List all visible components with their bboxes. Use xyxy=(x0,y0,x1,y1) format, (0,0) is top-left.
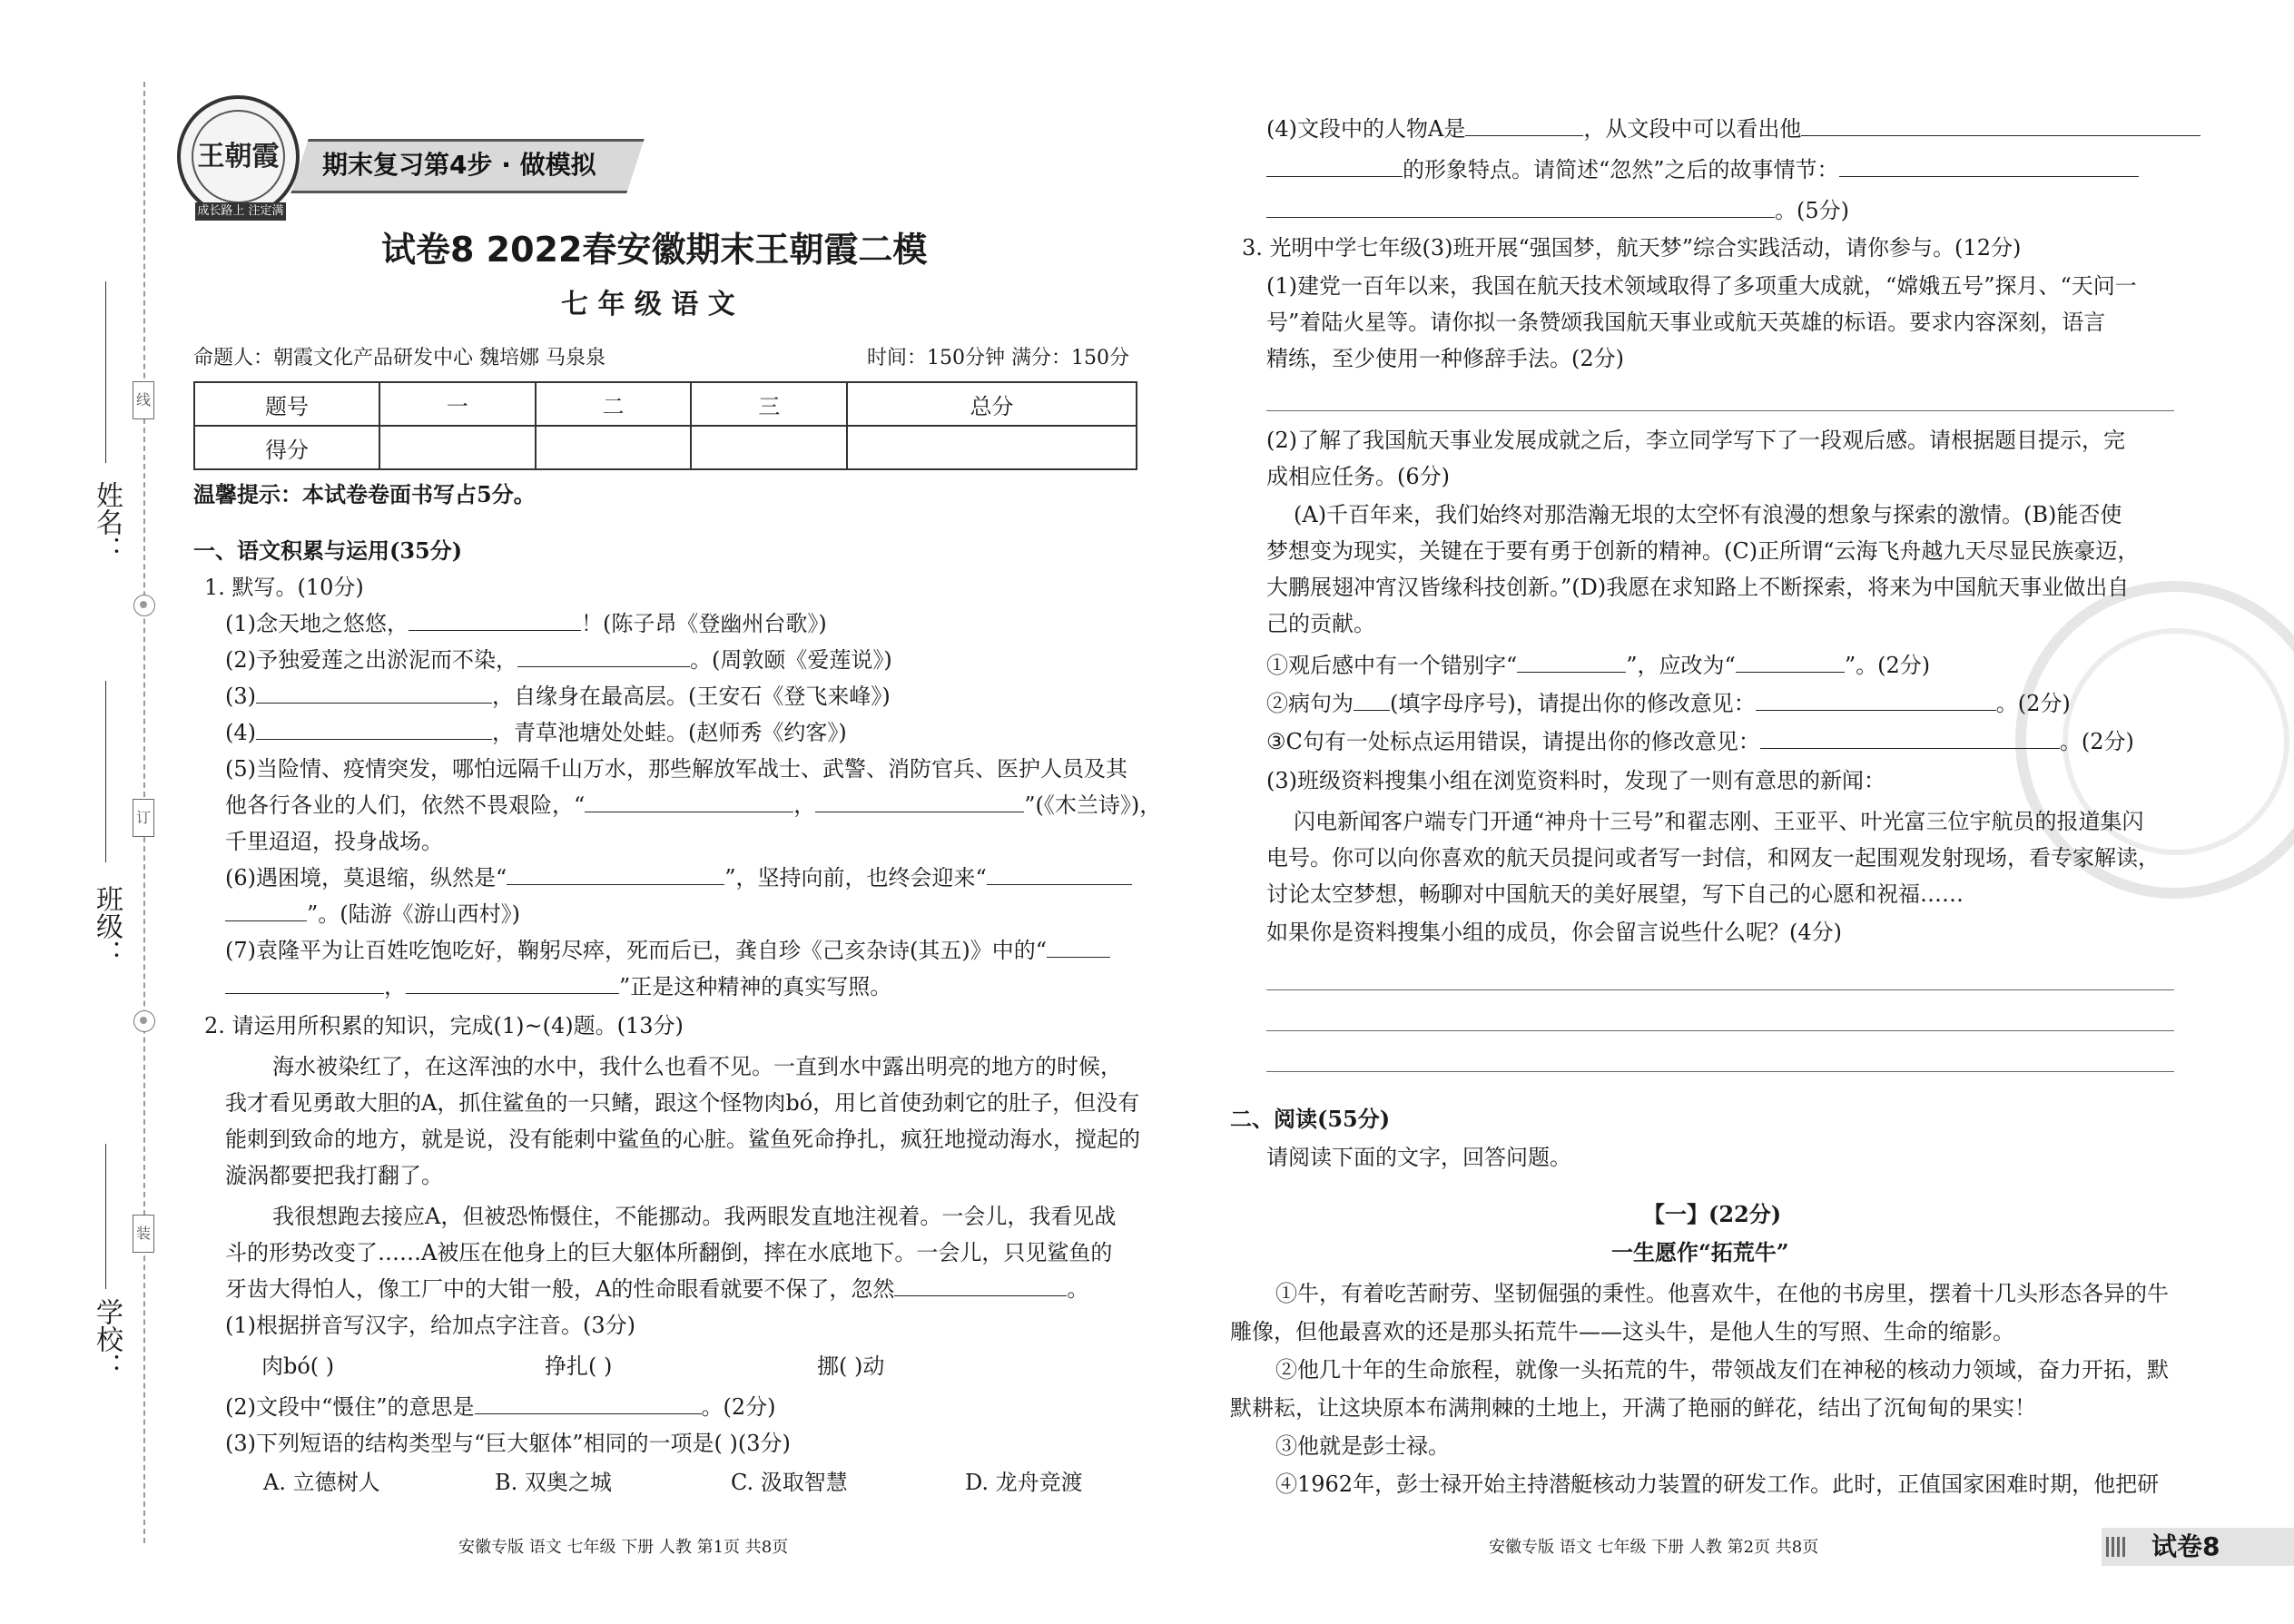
answer-blank[interactable] xyxy=(507,864,724,885)
answer-blank[interactable] xyxy=(256,683,492,704)
q1-line-1: (1)念天地之悠悠， ！(陈子昂《登幽州台歌》) xyxy=(225,611,827,636)
passage-line: 我才看见勇敢大胆的A，抓住鲨鱼的一只鳍，跟这个怪物肉bó，用匕首使劲刺它的肚子，但没有 xyxy=(225,1090,1140,1116)
reflection-line: (A)千百年来，我们始终对那浩瀚无垠的太空怀有浪漫的想象与探索的激情。(B)能否使 xyxy=(1294,502,2122,527)
exam-subject: 七 年 级 语 文 xyxy=(561,289,735,320)
news-line: 闪电新闻客户端专门开通“神舟十三号”和翟志刚、王亚平、叶光富三位宇航员的报道集闪 xyxy=(1294,809,2144,834)
article-title: 一生愿作“拓荒牛” xyxy=(1611,1239,1789,1265)
q1-line-6: (6)遇困境，莫退缩，纵然是“ ”，坚持向前，也终会迎来“ xyxy=(225,864,1132,891)
q1-line-5b: 他各行各业的人们，依然不畏艰险，“ ， ”(《木兰诗》)， xyxy=(225,792,1162,818)
q3-sub-3: (3)班级资料搜集小组在浏览资料时，发现了一则有意思的新闻： xyxy=(1266,768,1885,793)
task-1: ①观后感中有一个错别字“ ”，应改为“ ”。(2分) xyxy=(1266,653,1931,678)
school-label: 学校： xyxy=(91,1298,123,1380)
question-1: 1. 默写。(10分) xyxy=(204,575,364,600)
score-cell: 二 xyxy=(536,382,692,426)
q2-sub-1: (1)根据拼音写汉字，给加点字注音。(3分) xyxy=(225,1313,635,1338)
name-blank[interactable] xyxy=(105,281,106,463)
answer-blank[interactable] xyxy=(1760,728,2060,749)
article-line: ④1962年，彭士禄开始主持潜艇核动力装置的研发工作。此时，正值国家困难时期，他把研 xyxy=(1275,1471,2160,1497)
passage-line: 海水被染红了，在这浑浊的水中，我什么也看不见。一直到水中露出明亮的地方的时候， xyxy=(272,1054,1122,1079)
article-line: ①牛，有着吃苦耐劳、坚韧倔强的秉性。他喜欢牛，在他的书房里，摆着十几头形态各异的牛 xyxy=(1275,1281,2169,1306)
score-input-cell[interactable] xyxy=(691,426,847,469)
answer-blank[interactable] xyxy=(987,864,1132,885)
score-cell: 总分 xyxy=(847,382,1137,426)
question-2: 2. 请运用所积累的知识，完成(1)~(4)题。(13分) xyxy=(204,1013,684,1038)
score-table-score-row xyxy=(194,426,1137,469)
pinyin-item[interactable]: 挣扎( ) xyxy=(545,1353,613,1379)
section-2-title: 二、阅读(55分) xyxy=(1230,1106,1391,1132)
answer-blank[interactable] xyxy=(1266,197,1775,218)
passage-line: 漩涡都要把我打翻了。 xyxy=(225,1163,443,1188)
q2-sub-4-line-1: (4)文段中的人物A是 ，从文段中可以看出他 xyxy=(1266,115,2200,143)
answer-line[interactable] xyxy=(1266,1030,2174,1031)
score-input-cell[interactable] xyxy=(379,426,536,469)
answer-line[interactable] xyxy=(1266,989,2174,990)
q1-line-7: (7)袁隆平为让百姓吃饱吃好，鞠躬尽瘁，死而后已，龚自珍《己亥杂诗(其五)》中的“ xyxy=(225,937,1110,964)
answer-blank[interactable] xyxy=(1354,690,1390,711)
answer-blank[interactable] xyxy=(1517,652,1626,673)
pinyin-item[interactable]: 挪( )动 xyxy=(817,1353,885,1379)
q1-line-6b: ”。(陆游《游山西村》) xyxy=(225,901,520,928)
article-line: 雕像，但他最喜欢的还是那头拓荒牛——这头牛，是他人生的写照、生命的缩影。 xyxy=(1230,1319,2014,1344)
score-table xyxy=(193,381,1137,470)
passage-line: 牙齿大得怕人，像工厂中的大钳一般，A的性命眼看就要不保了，忽然 。 xyxy=(225,1276,1089,1302)
score-cell: 得分 xyxy=(194,426,379,469)
class-blank[interactable] xyxy=(105,681,106,862)
brand-logo-text: 王朝霞 xyxy=(192,110,285,203)
page-1-footer: 安徽专版 语文 七年级 下册 人教 第1页 共8页 xyxy=(458,1538,789,1557)
q3-sub-1: 精练，至少使用一种修辞手法。(2分) xyxy=(1266,346,1624,371)
score-table-header-row xyxy=(194,382,1137,426)
exam-authors: 命题人：朝霞文化产品研发中心 魏培娜 马泉泉 xyxy=(193,347,605,369)
passage-line: 斗的形势改变了……A被压在他身上的巨大躯体所翻倒，摔在水底地下。一会儿，只见鲨鱼的 xyxy=(225,1240,1113,1265)
q3-sub-2: (2)了解了我国航天事业发展成就之后，李立同学写下了一段观后感。请根据题目提示，完 xyxy=(1266,428,2125,453)
answer-blank[interactable] xyxy=(815,792,1024,812)
answer-blank[interactable] xyxy=(225,973,384,994)
pinyin-item[interactable]: 肉bó( ) xyxy=(261,1353,335,1379)
answer-blank[interactable] xyxy=(1736,652,1845,673)
tip-text: 温馨提示：本试卷卷面书写占5分。 xyxy=(193,481,536,507)
step-banner-text: 期末复习第4步 · 做模拟 xyxy=(322,150,596,180)
score-cell: 三 xyxy=(691,382,847,426)
answer-blank[interactable] xyxy=(517,646,690,667)
page-2-footer: 安徽专版 语文 七年级 下册 人教 第2页 共8页 xyxy=(1489,1538,1819,1557)
binding-hole-icon xyxy=(133,1010,155,1032)
q3-sub-3-prompt: 如果你是资料搜集小组的成员，你会留言说些什么呢？(4分) xyxy=(1266,920,1842,945)
section-1-title: 一、语文积累与运用(35分) xyxy=(193,537,463,564)
question-3: 3. 光明中学七年级(3)班开展“强国梦，航天梦”综合实践活动，请你参与。(12分) xyxy=(1242,235,2022,261)
answer-blank[interactable] xyxy=(1839,156,2139,177)
article-line: ②他几十年的生命旅程，就像一头拓荒的牛，带领战友们在神秘的核动力领域，奋力开拓，默 xyxy=(1275,1357,2169,1383)
answer-blank[interactable] xyxy=(1465,115,1583,136)
option-c[interactable]: C. 汲取智慧 xyxy=(731,1470,848,1495)
option-a[interactable]: A. 立德树人 xyxy=(263,1470,380,1495)
cut-mark-ding: 订 xyxy=(133,799,154,837)
passage-line: 我很想跑去接应A，但被恐怖慑住，不能挪动。我两眼发直地注视着。一会儿，我看见战 xyxy=(272,1204,1117,1229)
binding-hole-icon xyxy=(133,595,155,616)
q2-sub-4-line-3: 。(5分) xyxy=(1266,197,1849,224)
cut-mark-zhuang: 装 xyxy=(133,1215,154,1253)
answer-blank[interactable] xyxy=(1047,937,1110,958)
tag-stripes-icon xyxy=(2106,1537,2128,1557)
option-b[interactable]: B. 双奥之城 xyxy=(495,1470,612,1495)
article-line: ③他就是彭士禄。 xyxy=(1275,1433,1450,1459)
name-label: 姓名： xyxy=(91,481,123,563)
q2-sub-3: (3)下列短语的结构类型与“巨大躯体”相同的一项是( )(3分) xyxy=(225,1431,791,1456)
answer-blank[interactable] xyxy=(1801,115,2200,136)
answer-blank[interactable] xyxy=(1756,690,1996,711)
class-label: 班级： xyxy=(91,885,123,967)
exam-time: 时间：150分钟 满分：150分 xyxy=(867,347,1129,369)
task-2: ②病句为 (填字母序号)，请提出你的修改意见： 。(2分) xyxy=(1266,691,2071,716)
part-1-heading: 【一】(22分) xyxy=(1643,1201,1782,1227)
brand-logo xyxy=(177,95,300,218)
q1-line-4: (4) ，青草池塘处处蛙。(赵师秀《约客》) xyxy=(225,720,847,745)
news-line: 电号。你可以向你喜欢的航天员提问或者写一封信，和网友一起围观发射现场，看专家解读， xyxy=(1266,845,2160,871)
q3-sub-2: 成相应任务。(6分) xyxy=(1266,464,1450,489)
exam-title: 试卷8 2022春安徽期末王朝霞二模 xyxy=(381,230,928,270)
answer-blank[interactable] xyxy=(406,973,619,994)
cut-mark-xian: 线 xyxy=(133,381,154,419)
q2-sub-4-line-2: 的形象特点。请简述“忽然”之后的故事情节： xyxy=(1266,156,2139,183)
reflection-line: 梦想变为现实，关键在于要有勇于创新的精神。(C)正所谓“云海飞舟越九天尽显民族豪迈， xyxy=(1266,538,2140,564)
news-line: 讨论太空梦想，畅聊对中国航天的美好展望，写下自己的心愿和祝福…… xyxy=(1266,881,1964,907)
q1-line-2: (2)予独爱莲之出淤泥而不染， 。(周敦颐《爱莲说》) xyxy=(225,647,892,673)
section-2-instruction: 请阅读下面的文字，回答问题。 xyxy=(1266,1145,1571,1170)
option-d[interactable]: D. 龙舟竞渡 xyxy=(965,1470,1083,1495)
q1-line-5a: (5)当险情、疫情突发，哪怕远隔千山万水，那些解放军战士、武警、消防官兵、医护人员及其 xyxy=(225,756,1127,782)
answer-line[interactable] xyxy=(1266,1071,2174,1072)
task-3: ③C句有一处标点运用错误，请提出你的修改意见： 。(2分) xyxy=(1266,729,2134,754)
logo-ribbon: 成长路上 注定满天 xyxy=(195,202,286,221)
article-line: 默耕耘，让这块原本布满荆棘的土地上，开满了艳丽的鲜花，结出了沉甸甸的果实！ xyxy=(1230,1395,2036,1421)
score-input-cell[interactable] xyxy=(536,426,692,469)
q3-sub-1: 号”着陆火星等。请你拟一条赞颂我国航天事业或航天英雄的标语。要求内容深刻，语言 xyxy=(1266,310,2106,335)
q3-sub-1: (1)建党一百年以来，我国在航天技术领域取得了多项重大成就，“嫦娥五号”探月、“天问一 xyxy=(1266,273,2137,299)
reflection-line: 己的贡献。 xyxy=(1266,611,1375,636)
score-cell: 题号 xyxy=(194,382,379,426)
answer-blank[interactable] xyxy=(409,610,581,631)
school-blank[interactable] xyxy=(105,1144,106,1289)
answer-blank[interactable] xyxy=(894,1275,1067,1296)
answer-blank[interactable] xyxy=(1266,156,1403,177)
answer-blank[interactable] xyxy=(585,792,793,812)
score-cell: 一 xyxy=(379,382,536,426)
score-input-cell[interactable] xyxy=(847,426,1137,469)
paper-tag: 试卷8 xyxy=(2151,1531,2220,1561)
answer-line[interactable] xyxy=(1266,410,2174,411)
answer-blank[interactable] xyxy=(225,901,307,921)
q1-line-7b: ， ”正是这种精神的真实写照。 xyxy=(225,973,891,1000)
reflection-line: 大鹏展翅冲宵汉皆缘科技创新。”(D)我愿在求知路上不断探索，将来为中国航天事业做出自 xyxy=(1266,575,2130,600)
answer-blank[interactable] xyxy=(475,1393,702,1414)
passage-line: 能刺到致命的地方，就是说，没有能刺中鲨鱼的心脏。鲨鱼死命挣扎，疯狂地搅动海水，搅起的 xyxy=(225,1127,1140,1152)
q1-line-5c: 千里迢迢，投身战场。 xyxy=(225,829,443,854)
answer-blank[interactable] xyxy=(256,719,492,740)
q2-sub-2: (2)文段中“慑住”的意思是 。(2分) xyxy=(225,1394,776,1420)
q1-line-3: (3) ，自缘身在最高层。(王安石《登飞来峰》) xyxy=(225,684,891,709)
